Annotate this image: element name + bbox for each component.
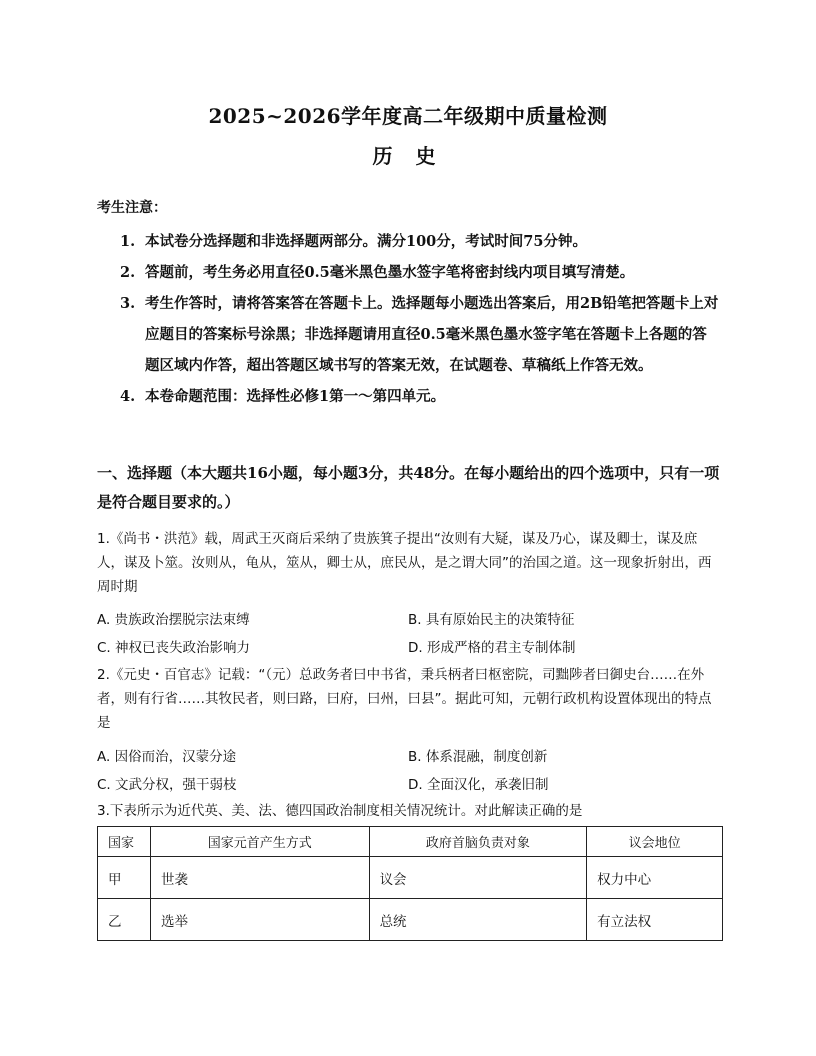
option-c: C. 神权已丧失政治影响力 bbox=[97, 640, 251, 656]
table-header-cell: 议会地位 bbox=[587, 827, 723, 857]
table-cell: 有立法权 bbox=[587, 899, 723, 941]
notice-item bbox=[120, 226, 720, 257]
question-stem: 3.下表所示为近代英、美、法、德四国政治制度相关情况统计。对此解读正确的是 bbox=[97, 803, 583, 819]
subject-title: 历 史 bbox=[372, 144, 444, 168]
exam-title: 2025~2026学年度高二年级期中质量检测 bbox=[208, 104, 608, 128]
table-header-cell: 政府首脑负责对象 bbox=[369, 827, 587, 857]
table-header-cell: 国家元首产生方式 bbox=[150, 827, 369, 857]
notice-item-number: 1. bbox=[120, 233, 136, 250]
notice-item-number: 2. bbox=[120, 264, 136, 281]
option-d: D. 全面汉化，承袭旧制 bbox=[408, 777, 549, 793]
table-row bbox=[98, 857, 723, 899]
notice-item-text: 答题前，考生务必用直径0.5毫米黑色墨水签字笔将密封线内项目填写清楚。 bbox=[145, 264, 635, 281]
notice-item bbox=[120, 381, 720, 412]
notice-item bbox=[120, 257, 720, 288]
table-row bbox=[98, 899, 723, 941]
table-cell: 甲 bbox=[98, 857, 151, 899]
question-stem: 1.《尚书・洪范》载，周武王灭商后采纳了贵族箕子提出“汝则有大疑，谋及乃心，谋及卿士，谋及庶人，谋及卜筮。汝则从，龟从，筮从，卿士从，庶民从，是之谓大同”的治国之道。这一现象折射出，西周时期 bbox=[97, 531, 712, 595]
option-b: B. 体系混融，制度创新 bbox=[408, 749, 548, 765]
table-cell: 议会 bbox=[369, 857, 587, 899]
comparison-table bbox=[97, 826, 723, 941]
option-a: A. 贵族政治摆脱宗法束缚 bbox=[97, 612, 250, 628]
table-header-row bbox=[98, 827, 723, 857]
option-c: C. 文武分权，强干弱枝 bbox=[97, 777, 237, 793]
option-b: B. 具有原始民主的决策特征 bbox=[408, 612, 575, 628]
notice-item-number: 3. bbox=[120, 295, 136, 312]
notice-item-number: 4. bbox=[120, 388, 136, 405]
table-cell: 世袭 bbox=[150, 857, 369, 899]
section-heading: 一、选择题（本大题共16小题，每小题3分，共48分。在每小题给出的四个选项中，只有一项是符合题目要求的。） bbox=[97, 464, 720, 511]
option-d: D. 形成严格的君主专制体制 bbox=[408, 640, 576, 656]
table-cell: 乙 bbox=[98, 899, 151, 941]
table-cell: 权力中心 bbox=[587, 857, 723, 899]
table-header-cell: 国家 bbox=[98, 827, 151, 857]
question-stem: 2.《元史・百官志》记载：“（元）总政务者曰中书省，秉兵柄者曰枢密院，司黜陟者曰御史台……在外者，则有行省……其牧民者，则曰路，曰府，曰州，曰县”。据此可知，元朝行政机构设置体现出的特点是 bbox=[97, 667, 712, 731]
notice-list bbox=[120, 226, 720, 412]
table-cell: 选举 bbox=[150, 899, 369, 941]
notice-item bbox=[120, 288, 720, 381]
option-a: A. 因俗而治，汉蒙分途 bbox=[97, 749, 237, 765]
table-cell: 总统 bbox=[369, 899, 587, 941]
notice-heading: 考生注意： bbox=[97, 200, 167, 216]
notice-item-text: 本卷命题范围：选择性必修1第一～第四单元。 bbox=[145, 388, 446, 405]
notice-item-text: 考生作答时，请将答案答在答题卡上。选择题每小题选出答案后，用2B铅笔把答题卡上对应题目的答案标号涂黑；非选择题请用直径0.5毫米黑色墨水签字笔在答题卡上各题的答题区域内作答，超出答题区域书写的答案无效，在试题卷、草稿纸上作答无效。 bbox=[145, 295, 719, 374]
notice-item-text: 本试卷分选择题和非选择题两部分。满分100分，考试时间75分钟。 bbox=[145, 233, 587, 250]
